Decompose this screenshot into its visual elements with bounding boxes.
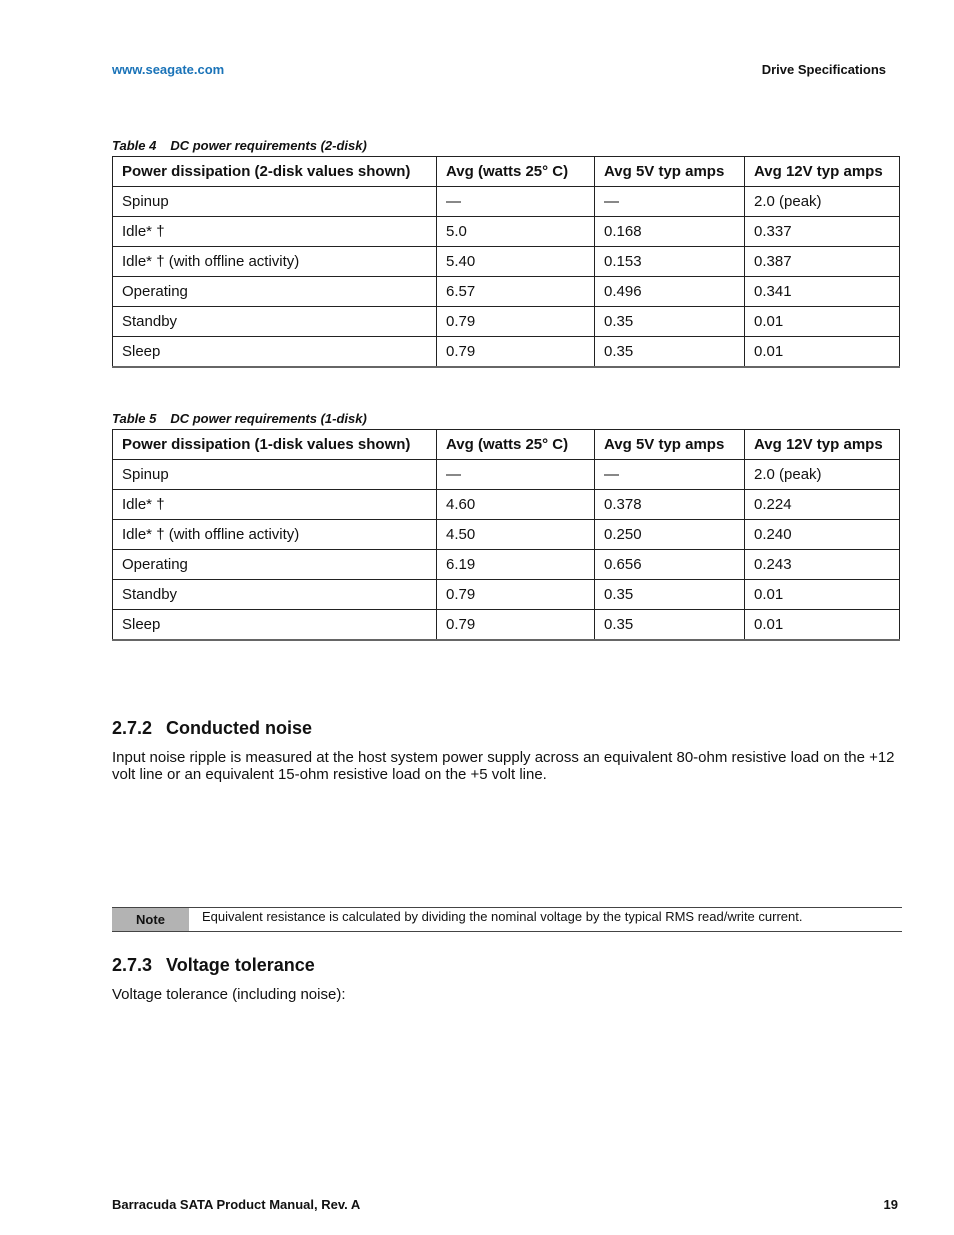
note-box	[112, 907, 902, 932]
table-row	[113, 610, 900, 641]
table-row	[113, 277, 900, 307]
table-4-title: DC power requirements (2-disk)	[170, 138, 367, 153]
table-row	[113, 490, 900, 520]
section-number: 2.7.2	[112, 718, 153, 738]
table-cell: 6.57	[437, 277, 595, 307]
table-row	[113, 460, 900, 490]
table-cell: 0.01	[745, 580, 900, 610]
section-title: Voltage tolerance	[166, 955, 315, 975]
table-cell: Standby	[113, 307, 437, 337]
table-5-title: DC power requirements (1-disk)	[170, 411, 367, 426]
table-cell: 0.35	[595, 610, 745, 641]
table-cell: 0.01	[745, 337, 900, 368]
table-cell: 0.243	[745, 550, 900, 580]
table-cell: Idle* †	[113, 490, 437, 520]
table-4-number: Table 4	[112, 138, 157, 153]
table-cell: 2.0 (peak)	[745, 460, 900, 490]
column-header: Avg 5V typ amps	[595, 430, 745, 460]
table-cell: 4.50	[437, 520, 595, 550]
table-row	[113, 217, 900, 247]
table-header-row	[113, 430, 900, 460]
note-label: Note	[112, 908, 189, 931]
column-header: Power dissipation (2-disk values shown)	[113, 157, 437, 187]
footer-title: Barracuda SATA Product Manual, Rev. A	[112, 1197, 361, 1212]
column-header: Avg (watts 25° C)	[437, 157, 595, 187]
table-cell: 6.19	[437, 550, 595, 580]
table-cell: Idle* †	[113, 217, 437, 247]
column-header: Avg 5V typ amps	[595, 157, 745, 187]
site-link[interactable]: www.seagate.com	[112, 62, 225, 77]
section-heading-conducted-noise	[112, 718, 312, 739]
conducted-noise-paragraph: Input noise ripple is measured at the host system power supply across an equivalent 80-ohm resistive load on the +12 volt line or an equivalent 15-ohm resistive load on the +5 volt line.	[112, 749, 895, 783]
table-cell: 0.153	[595, 247, 745, 277]
table-cell: 0.250	[595, 520, 745, 550]
section-heading-voltage-tolerance	[112, 955, 315, 976]
column-header: Avg 12V typ amps	[745, 157, 900, 187]
table-cell: Operating	[113, 277, 437, 307]
table-cell: Sleep	[113, 610, 437, 641]
table-cell: 5.40	[437, 247, 595, 277]
table-row	[113, 307, 900, 337]
column-header: Avg (watts 25° C)	[437, 430, 595, 460]
table-cell: Standby	[113, 580, 437, 610]
section-number: 2.7.3	[112, 955, 153, 975]
table-5-caption	[112, 411, 367, 426]
table-5	[112, 429, 900, 641]
table-cell: 0.224	[745, 490, 900, 520]
section-title: Conducted noise	[166, 718, 313, 738]
table-cell: 0.79	[437, 580, 595, 610]
table-row	[113, 337, 900, 368]
table-cell: 0.341	[745, 277, 900, 307]
table-row	[113, 247, 900, 277]
table-4-caption	[112, 138, 367, 153]
table-cell: 0.35	[595, 580, 745, 610]
column-header: Power dissipation (1-disk values shown)	[113, 430, 437, 460]
column-header: Avg 12V typ amps	[745, 430, 900, 460]
table-cell: 0.656	[595, 550, 745, 580]
table-row	[113, 187, 900, 217]
table-cell: —	[595, 187, 745, 217]
table-4	[112, 156, 900, 368]
table-cell: 0.79	[437, 610, 595, 641]
table-cell: —	[437, 187, 595, 217]
table-cell: —	[437, 460, 595, 490]
table-cell: Operating	[113, 550, 437, 580]
table-cell: Spinup	[113, 460, 437, 490]
table-cell: 0.168	[595, 217, 745, 247]
voltage-tolerance-paragraph: Voltage tolerance (including noise):	[112, 986, 346, 1003]
table-cell: 0.79	[437, 307, 595, 337]
table-cell: 0.337	[745, 217, 900, 247]
table-cell: 4.60	[437, 490, 595, 520]
table-cell: 0.496	[595, 277, 745, 307]
table-cell: 0.387	[745, 247, 900, 277]
table-cell: 0.240	[745, 520, 900, 550]
table-cell: 0.35	[595, 337, 745, 368]
note-text: Equivalent resistance is calculated by dividing the nominal voltage by the typical RMS read/write current.	[202, 909, 803, 924]
table-cell: 2.0 (peak)	[745, 187, 900, 217]
table-cell: 0.35	[595, 307, 745, 337]
table-row	[113, 520, 900, 550]
table-cell: 0.79	[437, 337, 595, 368]
table-5-number: Table 5	[112, 411, 157, 426]
table-cell: 0.01	[745, 307, 900, 337]
table-cell: Idle* † (with offline activity)	[113, 520, 437, 550]
table-row	[113, 580, 900, 610]
table-header-row	[113, 157, 900, 187]
table-cell: Sleep	[113, 337, 437, 368]
section-header: Drive Specifications	[761, 62, 886, 77]
table-row	[113, 550, 900, 580]
table-cell: 0.01	[745, 610, 900, 641]
table-cell: Spinup	[113, 187, 437, 217]
table-cell: Idle* † (with offline activity)	[113, 247, 437, 277]
table-cell: 0.378	[595, 490, 745, 520]
table-cell: 5.0	[437, 217, 595, 247]
table-cell: —	[595, 460, 745, 490]
page-number: 19	[883, 1197, 898, 1212]
